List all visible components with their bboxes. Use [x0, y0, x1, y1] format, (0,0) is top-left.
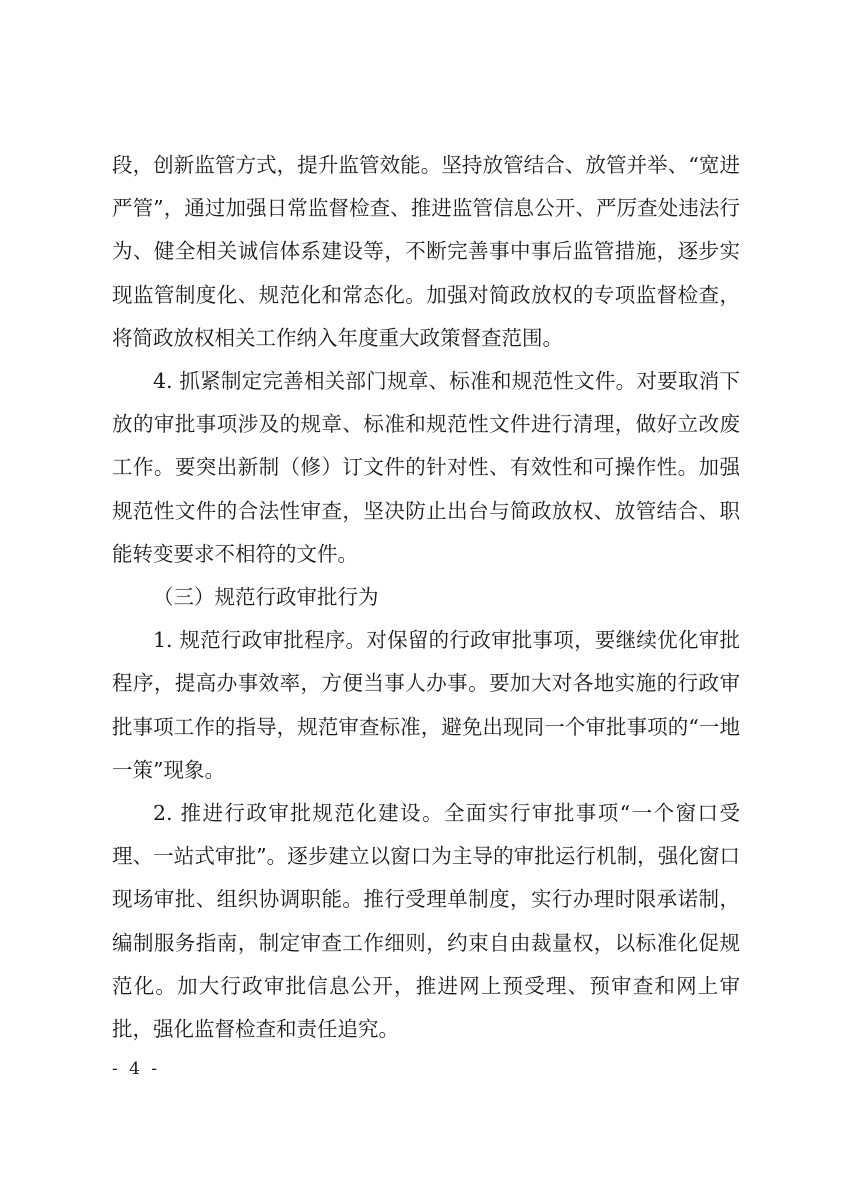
section-heading: （三）规范行政审批行为 — [153, 585, 379, 610]
paragraph-item-1: 1. 规范行政审批程序。对保留的行政审批事项，要继续优化审批程序，提高办事效率，方便当事人办事。要加大对各地实施的行政审批事项工作的指导，规范审查标准，避免出现同一个审批事项的“一地一策”现象。 — [112, 628, 740, 782]
paragraph-continuation: 段，创新监管方式，提升监管效能。坚持放管结合、放管并举、“宽进严管”，通过加强日常监督检查、推进监管信息公开、严厉查处违法行为、健全相关诚信体系建设等，不断完善事中事后监管措施，逐步实现监管制度化、规范化和常态化。加强对简政放权的专项监督检查，将简政放权相关工作纳入年度重大政策督查范围。 — [112, 153, 740, 350]
document-body — [112, 144, 740, 1051]
paragraph-item-2: 2. 推进行政审批规范化建设。全面实行审批事项“一个窗口受理、一站式审批”。逐步建立以窗口为主导的审批运行机制，强化窗口现场审批、组织协调职能。推行受理单制度，实行办理时限承诺制，编制服务指南，制定审查工作细则，约束自由裁量权，以标准化促规范化。加大行政审批信息公开，推进网上预受理、预审查和网上审批，强化监督检查和责任追究。 — [112, 801, 740, 1042]
paragraph-item-4: 4. 抓紧制定完善相关部门规章、标准和规范性文件。对要取消下放的审批事项涉及的规章、标准和规范性文件进行清理，做好立改废工作。要突出新制（修）订文件的针对性、有效性和可操作性。加强规范性文件的合法性审查，坚决防止出台与简政放权、放管结合、职能转变要求不相符的文件。 — [112, 369, 740, 566]
page-number: - 4 - — [112, 1059, 161, 1079]
